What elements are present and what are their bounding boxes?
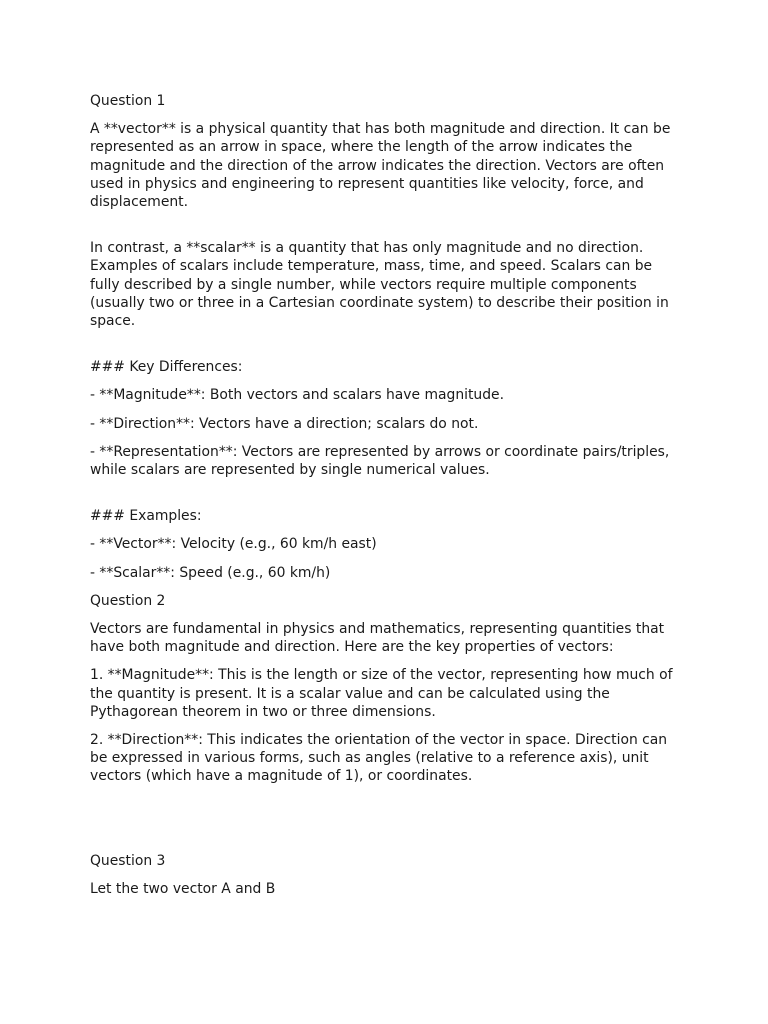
question-2-heading: Question 2 (90, 592, 166, 609)
key-differences-heading: ### Key Differences: (90, 359, 243, 376)
example-vector-item: - **Vector**: Velocity (e.g., 60 km/h east) (90, 536, 377, 553)
spacer (90, 489, 682, 507)
vector-definition-paragraph: A **vector** is a physical quantity that has both magnitude and direction. It can be represented as an arrow in space, where the length of the arrow indicates the magnitude and the direction of the arrow indicates the direction. Vectors are often used in physics and engineering to represent quantities like velocity, force, and displacement. (90, 121, 671, 211)
scalar-definition-paragraph: In contrast, a **scalar** is a quantity that has only magnitude and no direction. Examples of scalars include temperature, mass, time, and speed. Scalars can be fully described by a single number, while vectors require multiple components (usually two or three in a Cartesian coordinate system) to describe their position in space. (90, 240, 669, 330)
document-page (90, 92, 682, 908)
question-1-heading: Question 1 (90, 93, 166, 109)
difference-magnitude-item: - **Magnitude**: Both vectors and scalars have magnitude. (90, 387, 505, 404)
spacer (90, 796, 682, 852)
property-direction-item: 2. **Direction**: This indicates the orientation of the vector in space. Direction can be expressed in various forms, such as angles (relative to a reference axis), unit vectors (which have a magnitude of 1), or coordinates. (90, 732, 668, 785)
vector-properties-intro: Vectors are fundamental in physics and mathematics, representing quantities that have both magnitude and direction. Here are the key properties of vectors: (90, 621, 665, 656)
question-3-text: Let the two vector A and B (90, 880, 276, 897)
spacer (90, 340, 682, 358)
example-scalar-item: - **Scalar**: Speed (e.g., 60 km/h) (90, 564, 331, 581)
property-magnitude-item: 1. **Magnitude**: This is the length or size of the vector, representing how much of the quantity is present. It is a scalar value and can be calculated using the Pythagorean theorem in two or three dimensions. (90, 667, 673, 720)
question-3-heading: Question 3 (90, 852, 166, 869)
difference-direction-item: - **Direction**: Vectors have a direction; scalars do not. (90, 415, 479, 432)
spacer (90, 221, 682, 239)
examples-heading: ### Examples: (90, 508, 202, 525)
difference-representation-item: - **Representation**: Vectors are represented by arrows or coordinate pairs/triples, while scalars are represented by single numerical values. (90, 443, 670, 479)
